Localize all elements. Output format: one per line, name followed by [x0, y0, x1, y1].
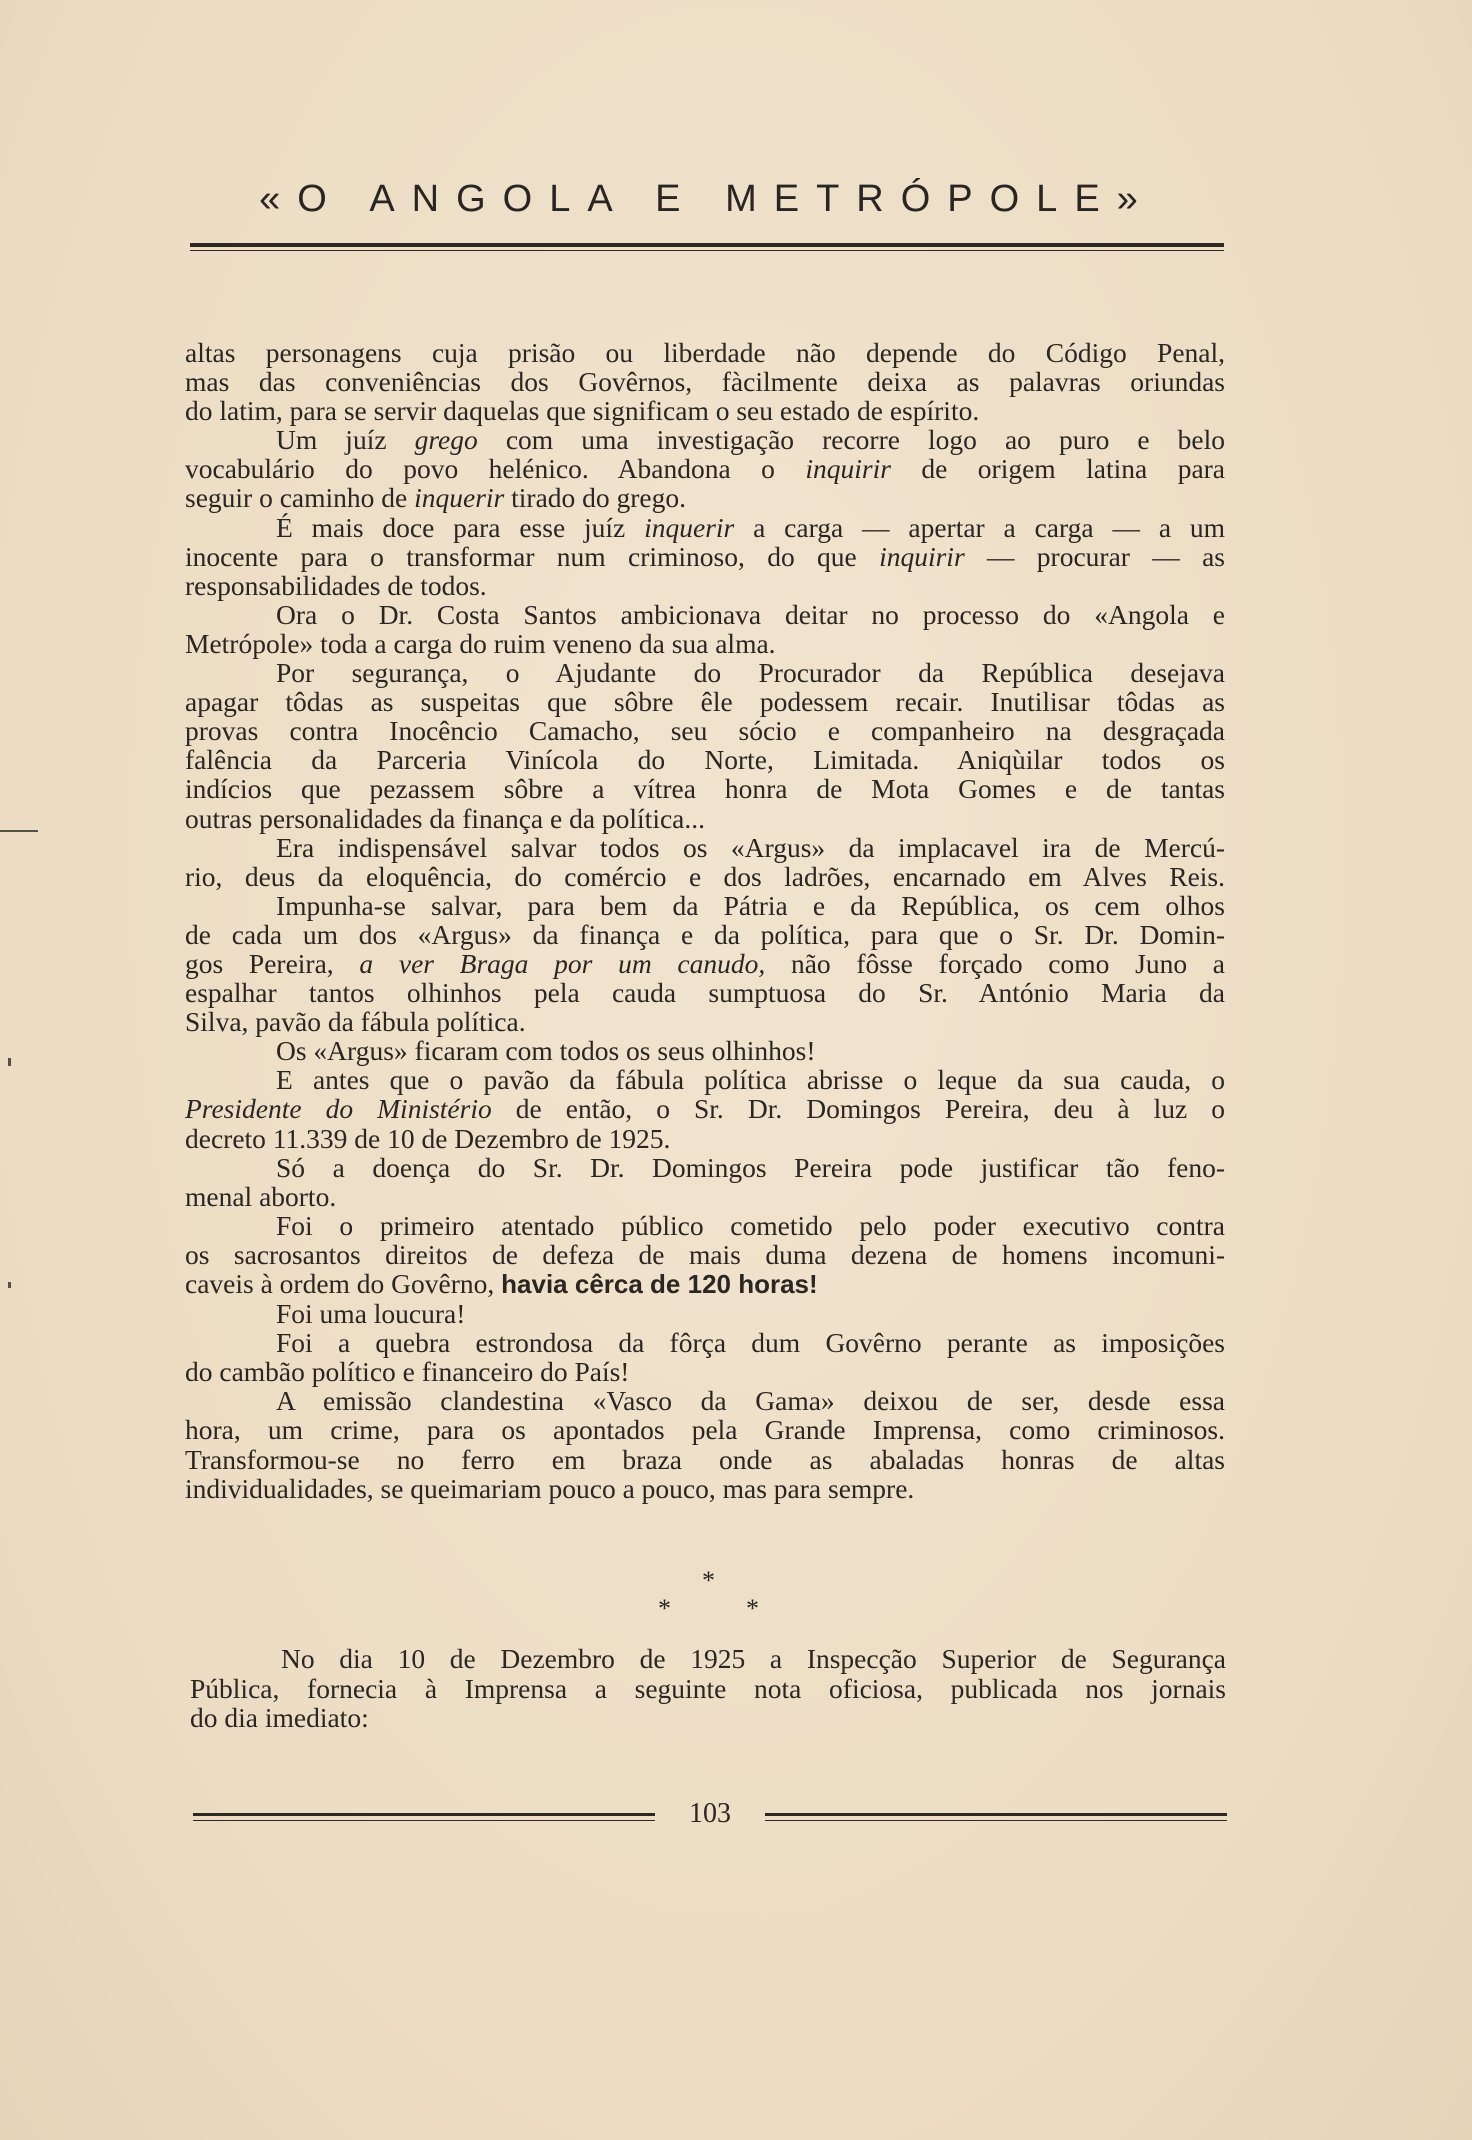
- text-line: A emissão clandestina «Vasco da Gama» deixou de ser, desde essa: [276, 1385, 1225, 1417]
- text-line: decreto 11.339 de 10 de Dezembro de 1925.: [185, 1122, 671, 1154]
- text-run: tirado do grego.: [511, 482, 687, 514]
- text-line: Pública, fornecia à Imprensa a seguinte nota oficiosa, publicada nos jornais: [190, 1672, 1226, 1704]
- text-run: gos Pereira,: [185, 947, 334, 979]
- text-line: Impunha-se salvar, para bem da Pátria e da República, os cem olhos: [276, 889, 1225, 921]
- italic-phrase: Presidente do Ministério: [185, 1093, 492, 1125]
- text-line: do latim, para se servir daquelas que significam o seu estado de espírito.: [185, 395, 980, 427]
- text-run: com uma investigação recorre logo ao puro e belo: [505, 424, 1226, 456]
- body-text: [185, 338, 1225, 1503]
- margin-mark: [8, 1058, 11, 1066]
- text-line: Metrópole» toda a carga do ruim veneno da sua alma.: [185, 627, 776, 659]
- text-line: Foi uma loucura!: [276, 1298, 466, 1330]
- text-run: de então, o Sr. Dr. Domingos Pereira, deu à luz o: [515, 1093, 1225, 1125]
- italic-word: inquerir: [644, 511, 735, 543]
- text-line: [185, 483, 1225, 512]
- text-line: E antes que o pavão da fábula política abrisse o leque da sua cauda, o: [276, 1064, 1225, 1096]
- italic-word: inquirir: [879, 540, 965, 572]
- text-line: [185, 513, 1225, 542]
- text-line: do dia imediato:: [190, 1702, 369, 1733]
- text-line: Por segurança, o Ajudante do Procurador da República desejava: [276, 657, 1225, 689]
- text-line: individualidades, se queimariam pouco a pouco, mas para sempre.: [185, 1472, 915, 1504]
- text-run: vocabulário do povo helénico. Abandona o: [185, 453, 775, 485]
- separator-star: *: [702, 1566, 715, 1595]
- italic-word: grego: [414, 424, 478, 456]
- margin-mark: [0, 830, 38, 832]
- text-run: seguir o caminho de: [185, 482, 408, 514]
- text-line: No dia 10 de Dezembro de 1925 a Inspecção Superior de Segurança: [281, 1643, 1226, 1674]
- text-line: Silva, pavão da fábula política.: [185, 1006, 526, 1038]
- page-number: 103: [689, 1798, 731, 1829]
- text-line: [185, 425, 1225, 454]
- text-line: [185, 542, 1225, 571]
- text-run: Um juíz: [276, 424, 387, 456]
- text-run: caveis à ordem do Govêrno,: [185, 1268, 495, 1299]
- text-line: apagar tôdas as suspeitas que sôbre êle podessem recair. Inutilisar tôdas as: [185, 686, 1225, 718]
- text-run: inocente para o transformar num criminoso, do que: [185, 540, 857, 572]
- text-run: É mais doce para esse juíz: [276, 511, 626, 543]
- margin-mark: [8, 1282, 11, 1288]
- footer-rule-right: [765, 1813, 1227, 1816]
- header-rule-thin: [190, 250, 1224, 251]
- footer-rule-left-thin: [193, 1820, 655, 1821]
- text-line: outras personalidades da finança e da política...: [185, 802, 706, 834]
- footer-rule-left: [193, 1813, 655, 1816]
- text-run: não fôsse forçado como Juno a: [790, 947, 1225, 979]
- text-line: Ora o Dr. Costa Santos ambicionava deitar no processo do «Angola e: [276, 598, 1225, 630]
- text-line: provas contra Inocêncio Camacho, seu sócio e companheiro na desgraçada: [185, 715, 1225, 747]
- text-line: espalhar tantos olhinhos pela cauda sumptuosa do Sr. António Maria da: [185, 977, 1225, 1009]
- separator-star: *: [746, 1594, 759, 1623]
- text-line: Transformou-se no ferro em braza onde as abaladas honras de altas: [185, 1443, 1225, 1475]
- italic-word: inquirir: [805, 453, 891, 485]
- text-line: [185, 454, 1225, 483]
- text-line: Foi o primeiro atentado público cometido pelo poder executivo contra: [276, 1209, 1225, 1241]
- text-line: menal aborto.: [185, 1180, 337, 1212]
- text-line: hora, um crime, para os apontados pela Grande Imprensa, como criminosos.: [185, 1414, 1225, 1446]
- text-line: [185, 1094, 1225, 1123]
- footer-rule-right-thin: [765, 1820, 1227, 1821]
- text-line: rio, deus da eloquência, do comércio e dos ladrões, encarnado em Alves Reis.: [185, 860, 1225, 892]
- text-run: — procurar — as: [986, 540, 1226, 572]
- text-line: [185, 949, 1225, 978]
- text-line: responsabilidades de todos.: [185, 569, 487, 601]
- italic-phrase: a ver Braga por um canudo,: [359, 947, 766, 979]
- text-line: do cambão político e financeiro do País!: [185, 1356, 630, 1388]
- text-line: [185, 1269, 1225, 1299]
- bold-phrase: havia cêrca de 120 horas!: [501, 1269, 818, 1299]
- text-line: mas das conveniências dos Govêrnos, fàcilmente deixa as palavras oriundas: [185, 366, 1225, 398]
- text-line: falência da Parceria Vinícola do Norte, Limitada. Aniqùilar todos os: [185, 744, 1225, 776]
- text-run: de origem latina para: [921, 453, 1226, 485]
- text-line: Foi a quebra estrondosa da fôrça dum Govêrno perante as imposições: [276, 1327, 1225, 1359]
- text-run: a carga — apertar a carga — a um: [753, 511, 1226, 543]
- text-line: de cada um dos «Argus» da finança e da política, para que o Sr. Dr. Domin-: [185, 918, 1225, 950]
- closing-paragraph: [190, 1644, 1226, 1733]
- header-rule: [190, 243, 1224, 247]
- italic-word: inquerir: [414, 482, 505, 514]
- text-line: altas personagens cuja prisão ou liberdade não depende do Código Penal,: [185, 337, 1225, 368]
- text-line: os sacrosantos direitos de defeza de mais duma dezena de homens incomuni-: [185, 1238, 1225, 1270]
- text-line: Os «Argus» ficaram com todos os seus olhinhos!: [276, 1035, 816, 1067]
- text-line: indícios que pezassem sôbre a vítrea honra de Mota Gomes e de tantas: [185, 773, 1225, 805]
- running-header: «O ANGOLA E METRÓPOLE»: [259, 178, 1155, 220]
- text-line: Era indispensável salvar todos os «Argus» da implacavel ira de Mercú-: [276, 831, 1225, 863]
- text-line: Só a doença do Sr. Dr. Domingos Pereira pode justificar tão feno-: [276, 1151, 1225, 1183]
- separator-star: *: [658, 1594, 671, 1623]
